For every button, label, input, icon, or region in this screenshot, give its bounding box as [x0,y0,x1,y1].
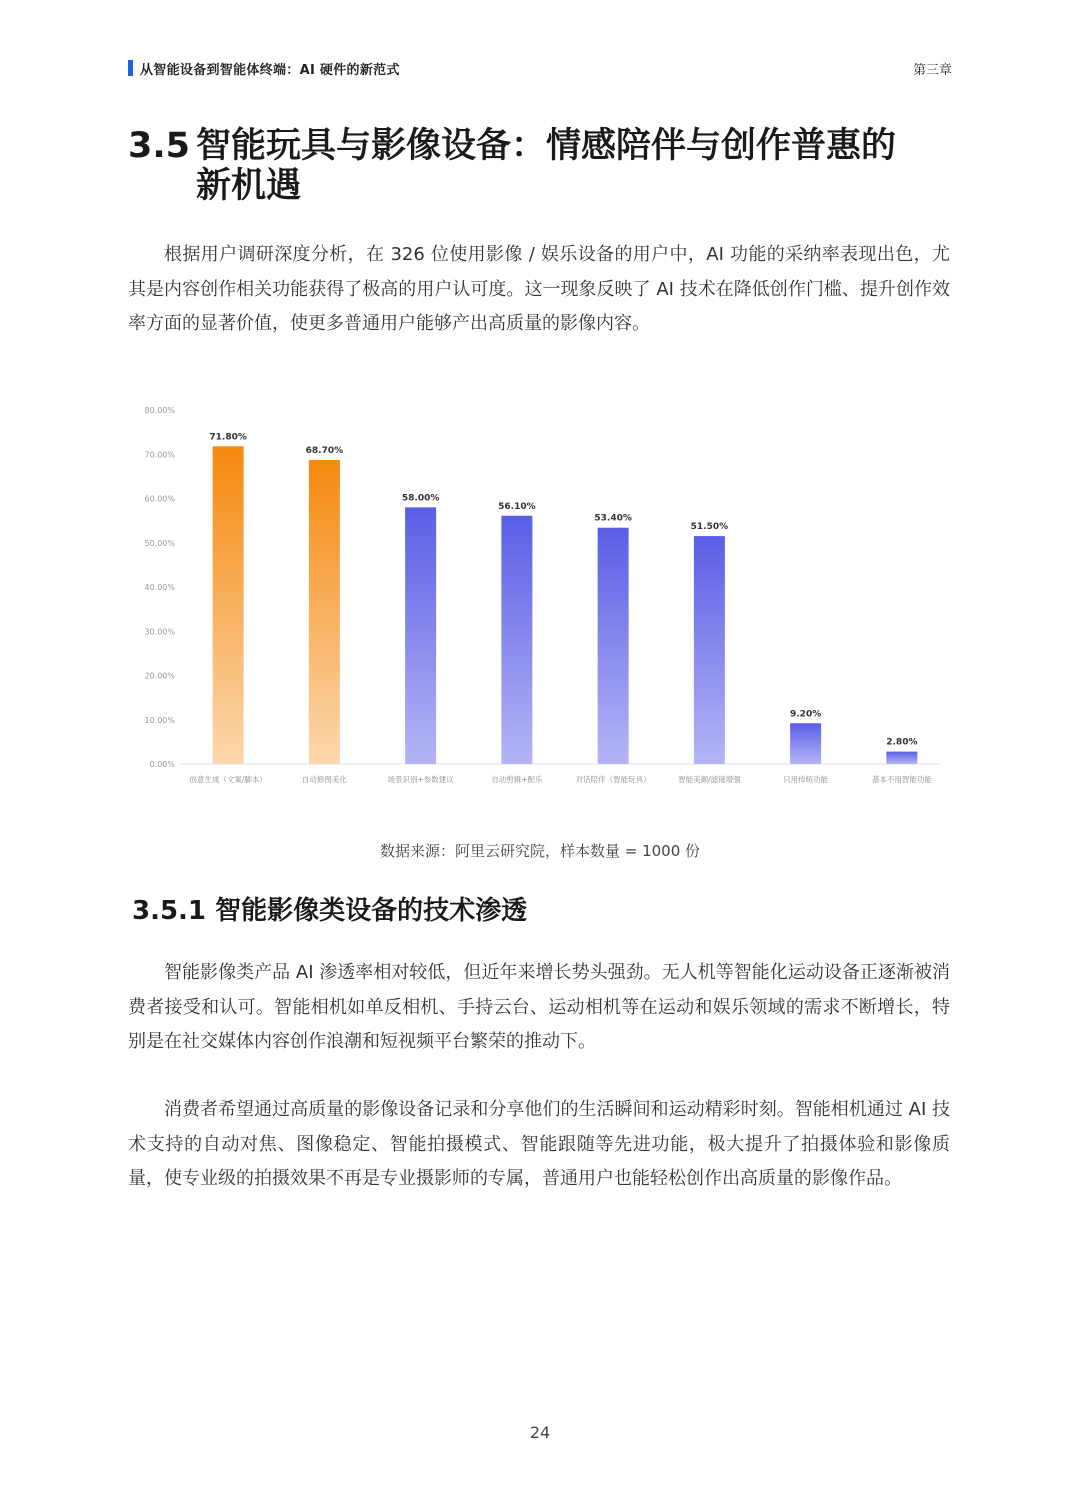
bar-value-label: 2.80% [886,737,918,748]
y-tick-label: 50.00% [144,538,175,548]
bar-value-label: 58.00% [401,493,440,504]
bar [213,446,244,764]
x-category-label: 场景识别+参数建议 [387,775,454,784]
bar-chart [128,395,950,795]
body-text-1: 智能影像类产品 AI 渗透率相对较低，但近年来增长势头强劲。无人机等智能化运动设备正逐渐被消费者接受和认可。智能相机如单反相机、手持云台、运动相机等在运动和娱乐领域的需求不断增长，特别是在社交媒体内容创作浪潮和短视频平台繁荣的推动下。 [128,962,950,1052]
y-tick-label: 70.00% [144,450,175,460]
y-tick-label: 30.00% [144,627,175,637]
x-category-label: 基本不用智能功能 [871,775,932,784]
subsection-title: 3.5.1 智能影像类设备的技术渗透 [132,896,528,926]
y-tick-label: 40.00% [144,583,175,592]
x-category-label: 对话陪伴（智能玩具） [575,775,651,784]
x-category-label: 创意生成（文案/脚本） [189,775,267,784]
header-accent-bar [128,60,133,76]
section-title [128,126,928,206]
bar [405,507,436,764]
y-tick-label: 20.00% [144,671,175,681]
intro-text: 根据用户调研深度分析，在 326 位使用影像 / 娱乐设备的用户中，AI 功能的采纳率表现出色，尤其是内容创作相关功能获得了极高的用户认可度。这一现象反映了 AI 技术在降低创作门槛、提升创作效率方面的显著价值，使更多普通用户能够产出高质量的影像内容。 [128,244,950,334]
x-category-label: 只用传统功能 [783,775,829,784]
bar-value-label: 56.10% [498,501,536,512]
bar [309,460,340,764]
bar-value-label: 68.70% [305,446,344,457]
x-category-label: 智能美颜/滤镜增强 [678,775,741,784]
y-tick-label: 0.00% [149,760,175,769]
running-header-title: 从智能设备到智能体终端：AI 硬件的新范式 [140,63,400,78]
bar-value-label: 51.50% [690,522,729,533]
y-tick-label: 80.00% [144,406,175,415]
body-paragraph-1 [128,956,950,1060]
running-header-chapter: 第三章 [912,63,952,78]
page-number: 24 [529,1423,551,1442]
chart-source-note: 数据来源：阿里云研究院，样本数量 = 1000 份 [379,842,701,860]
body-paragraph-2 [128,1093,950,1197]
bar [790,723,821,764]
bar [694,536,725,764]
bar-value-label: 53.40% [594,513,632,524]
y-tick-label: 10.00% [144,715,175,725]
bar-value-label: 71.80% [209,432,247,443]
section-title-line2: 新机遇 [196,166,302,206]
intro-paragraph [128,238,950,342]
bar [886,752,917,764]
bar-chart-svg [128,395,950,795]
body-text-2: 消费者希望通过高质量的影像设备记录和分享他们的生活瞬间和运动精彩时刻。智能相机通过 AI 技术支持的自动对焦、图像稳定、智能拍摄模式、智能跟随等先进功能，极大提升了拍摄体验和影像质量，使专业级的拍摄效果不再是专业摄影师的专属，普通用户也能轻松创作出高质量的影像作品。 [128,1099,950,1189]
section-title-line1: 智能玩具与影像设备：情感陪伴与创作普惠的 [196,126,897,166]
section-number: 3.5 [128,126,191,166]
y-tick-label: 60.00% [144,494,175,504]
bar-value-label: 9.20% [790,709,822,720]
x-category-label: 自动修图美化 [301,775,347,784]
bar [501,516,532,764]
bar [598,528,629,764]
x-category-label: 自动剪辑+配乐 [491,775,543,784]
